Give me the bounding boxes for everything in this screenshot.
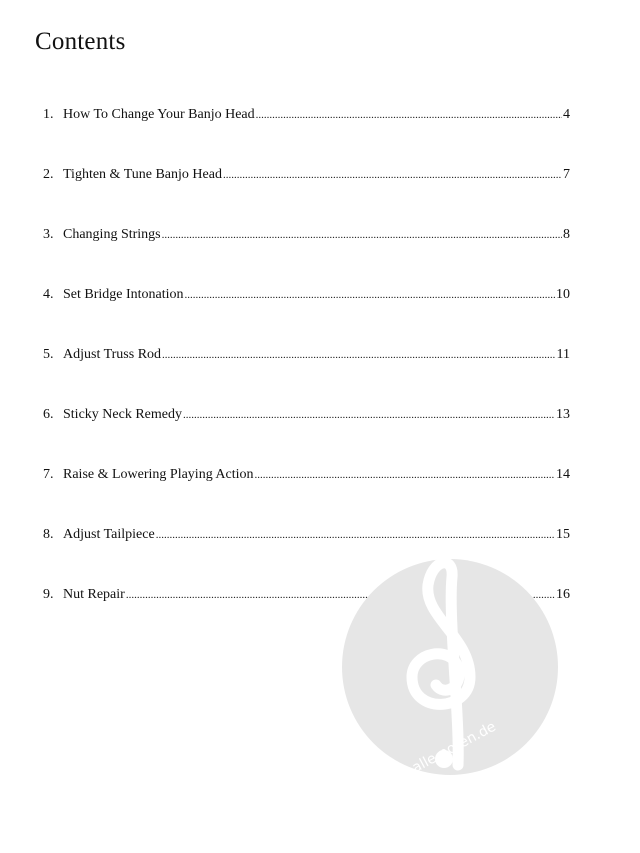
toc-entry-number: 6.: [43, 407, 54, 422]
toc-entry-number: 4.: [43, 287, 54, 302]
toc-entry-title: Tighten & Tune Banjo Head: [63, 167, 222, 182]
toc-leader-dots: [162, 349, 555, 361]
toc-entry-page: 11: [556, 347, 570, 362]
toc-entry-title: Nut Repair: [63, 587, 125, 602]
toc-entry-number: 7.: [43, 467, 54, 482]
toc-leader-dots: [185, 289, 555, 301]
toc-leader-dots: [162, 229, 562, 241]
toc-entry-title: Raise & Lowering Playing Action: [63, 467, 254, 482]
toc-entry-number: 2.: [43, 167, 54, 182]
toc-entry-number: 1.: [43, 107, 54, 122]
toc-entry-title: How To Change Your Banjo Head: [63, 107, 255, 122]
toc-entry-title: Sticky Neck Remedy: [63, 407, 182, 422]
treble-clef-icon: [340, 537, 560, 797]
watermark-text: alle-noten.de: [409, 718, 499, 777]
toc-entry[interactable]: [43, 167, 570, 227]
toc-entry-number: 3.: [43, 227, 54, 242]
toc-entry-page: 15: [556, 527, 570, 542]
watermark: [340, 537, 560, 797]
toc-leader-dots: [223, 169, 562, 181]
toc-entry-page: 7: [563, 167, 570, 182]
toc-entry-page: 4: [563, 107, 570, 122]
toc-entry-title: Changing Strings: [63, 227, 161, 242]
toc-entry[interactable]: [43, 287, 570, 347]
toc-entry-page: 14: [556, 467, 570, 482]
toc-entry-number: 8.: [43, 527, 54, 542]
toc-entry[interactable]: [43, 227, 570, 287]
toc-entry-page: 13: [556, 407, 570, 422]
toc-entry-page: 16: [556, 587, 570, 602]
toc-entry[interactable]: [43, 107, 570, 167]
toc-entry-title: Set Bridge Intonation: [63, 287, 184, 302]
toc-entry-page: 8: [563, 227, 570, 242]
toc-entry-number: 5.: [43, 347, 54, 362]
toc-leader-dots: [183, 409, 555, 421]
toc-entry[interactable]: [43, 407, 570, 467]
toc-entry-number: 9.: [43, 587, 54, 602]
toc-entry-title: Adjust Truss Rod: [63, 347, 162, 362]
toc-entry[interactable]: [43, 347, 570, 407]
page-title: Contents: [35, 28, 126, 55]
toc-leader-dots: [256, 109, 562, 121]
toc-leader-dots: [255, 469, 555, 481]
toc-entry-page: 10: [556, 287, 570, 302]
toc-entry-title: Adjust Tailpiece: [63, 527, 155, 542]
toc-entry[interactable]: [43, 467, 570, 527]
